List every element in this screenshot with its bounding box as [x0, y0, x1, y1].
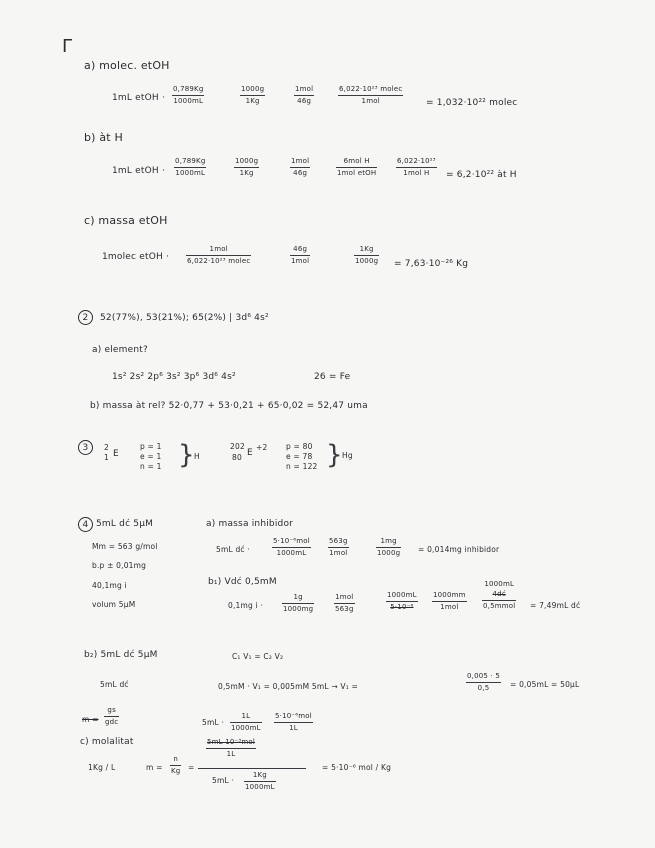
b-factor-4: 6mol H 1mol etOH	[337, 157, 377, 177]
q4-b2-line: 0,5mM · V₁ = 0,005mM 5mL → V₁ =	[218, 682, 358, 691]
q3-iso2-electrons: e = 78	[286, 452, 313, 461]
q3-iso2-neutrons: n = 122	[286, 462, 318, 471]
q3-iso2-symbol: E	[247, 448, 253, 458]
q4-b1-title: b₁) Vdć 0,5mM	[208, 577, 277, 587]
q4-given-volume: volum 5μM	[92, 600, 136, 609]
q3-iso1-neutrons: n = 1	[140, 462, 162, 471]
q4-c-top-lead: 5mL ·	[202, 718, 225, 727]
q4-c-main-bar	[198, 768, 306, 769]
q3-iso2-charge: +2	[256, 443, 268, 452]
q4-c-title: c) molalitat	[80, 737, 134, 747]
q2-b-line: b) massa àt rel? 52·0,77 + 53·0,21 + 65·0,02 = 52,47 uma	[90, 401, 368, 411]
q4-b1-factor-5: 1000mL 4dć 0,5mmol	[483, 580, 516, 610]
q4-b1-result: = 7,49mL dć	[530, 601, 581, 610]
question-4-number: 4	[78, 517, 93, 532]
q4-header: 5mL dć 5μM	[96, 519, 154, 529]
c-factor-2: 46g 1mol	[291, 245, 310, 265]
a-factor-4: 6,022·10²³ molec 1mol	[339, 85, 403, 105]
q2-a-title: a) element?	[92, 345, 148, 355]
a-result: = 1,032·10²² molec	[426, 98, 518, 108]
q4-a-factor-2: 563g 1mol	[329, 537, 348, 557]
q4-b1-factor-2: 1mol 563g	[335, 593, 354, 613]
b-result: = 6,2·10²² àt H	[446, 170, 517, 180]
q3-iso1-z: 1	[104, 453, 109, 462]
b-factor-2: 1000g 1Kg	[235, 157, 259, 177]
q4-c-result: = 5·10⁻⁶ mol / Kg	[322, 763, 392, 772]
c-factor-1: 1mol 6,022·10²³ molec	[187, 245, 251, 265]
corner-mark: Γ	[62, 36, 73, 57]
q3-iso2-z: 80	[232, 453, 242, 462]
section-a-title: a) molec. etOH	[84, 59, 170, 72]
q3-iso2-mass: 202	[230, 442, 245, 451]
q4-a-factor-3: 1mg 1000g	[377, 537, 401, 557]
q4-c-top-factor-2: 5·10⁻⁶mol 1L	[275, 712, 312, 732]
question-3-number: 3	[78, 440, 93, 455]
q4-b1-factor-1: 1g 1000mg	[283, 593, 314, 613]
q3-iso2-name: Hg	[342, 451, 353, 460]
b-factor-3: 1mol 46g	[291, 157, 310, 177]
c-result: = 7,63·10⁻²⁶ Kg	[394, 259, 469, 269]
q4-b2-equation: C₁ V₁ = C₂ V₂	[232, 652, 284, 661]
section-b-title: b) àt H	[84, 131, 123, 144]
q4-c-bottom-lead: 5mL ·	[212, 776, 235, 785]
c-factor-3: 1Kg 1000g	[355, 245, 379, 265]
q2-config-result: 26 = Fe	[314, 372, 351, 382]
question-2-number: 2	[78, 310, 93, 325]
q4-given-molar-mass: Mm = 563 g/mol	[92, 542, 158, 551]
q4-c-top-factor-1: 1L 1000mL	[231, 712, 261, 732]
q4-a-lead: 5mL dć ·	[216, 545, 250, 554]
q3-iso2-protons: p = 80	[286, 442, 313, 451]
q4-given-balance: b.p ± 0,01mg	[92, 561, 147, 570]
a-factor-1: 0,789Kg 1000mL	[173, 85, 204, 105]
q4-side-m: m =	[82, 715, 99, 724]
q4-a-factor-1: 5·10⁻⁶mol 1000mL	[273, 537, 310, 557]
q4-b1-factor-3: 1000mL 5·10⁻⁶	[387, 591, 417, 611]
q4-b2-result: = 0,05mL = 50μL	[510, 680, 580, 689]
c-lead: 1molec etOH ·	[102, 252, 170, 262]
q3-iso1-protons: p = 1	[140, 442, 162, 451]
q4-side-fraction: gs gdc	[105, 706, 119, 726]
q4-c-unit: 1Kg / L	[88, 763, 116, 772]
q4-a-title: a) massa inhibidor	[206, 519, 294, 529]
q4-c-formula: m =	[146, 763, 163, 772]
b-factor-1: 0,789Kg 1000mL	[175, 157, 206, 177]
q4-b2-fraction: 0,005 · 5 0,5	[467, 672, 500, 692]
a-factor-2: 1000g 1Kg	[241, 85, 265, 105]
q2-header: 52(77%), 53(21%); 65(2%) | 3d⁶ 4s²	[100, 313, 269, 323]
q4-c-bottom-factor: 1Kg 1000mL	[245, 771, 275, 791]
q4-b1-lead: 0,1mg i ·	[228, 601, 264, 610]
q4-b1-factor-4: 1000mm 1mol	[433, 591, 466, 611]
q4-c-fraction: n Kg	[171, 755, 181, 775]
b-lead: 1mL etOH ·	[112, 166, 166, 176]
a-factor-3: 1mol 46g	[295, 85, 314, 105]
q4-b2-sub: 5mL dć	[100, 680, 129, 689]
q3-brace-1: }	[178, 440, 195, 470]
q4-c-equals: =	[188, 763, 195, 772]
q3-iso1-electrons: e = 1	[140, 452, 162, 461]
q3-iso1-mass: 2	[104, 443, 109, 452]
a-lead: 1mL etOH ·	[112, 93, 166, 103]
q3-brace-2: }	[326, 440, 343, 470]
q3-iso1-symbol: E	[113, 449, 119, 459]
q4-b2-title: b₂) 5mL dć 5μM	[84, 650, 158, 660]
q4-c-strike-work: 5mL 10⁻³mol 1L	[207, 738, 256, 758]
b-factor-5: 6,022·10²³ 1mol H	[397, 157, 436, 177]
q3-iso1-name: H	[194, 452, 200, 461]
q4-a-result: = 0,014mg inhibidor	[418, 545, 500, 554]
section-c-title: c) massa etOH	[84, 214, 168, 227]
q2-electron-config: 1s² 2s² 2p⁶ 3s² 3p⁶ 3d⁶ 4s²	[112, 372, 236, 382]
q4-given-mass: 40,1mg i	[92, 581, 127, 590]
